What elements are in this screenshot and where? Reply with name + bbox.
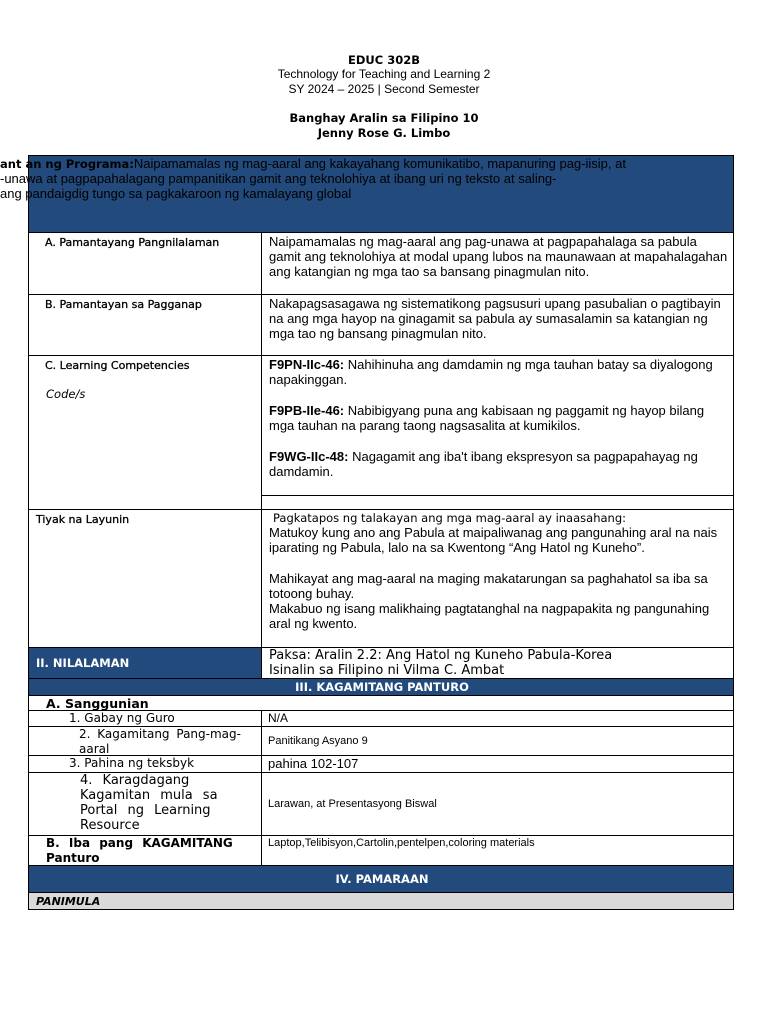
- row-a-label-cell: [28, 232, 262, 295]
- sanggunian-cell: [28, 695, 734, 711]
- paksa-line-2: Isinalin sa Filipino ni Vilma C. Ambat: [269, 663, 505, 678]
- karagdagang-label: 4. Karagdagang Kagamitan mula sa Portal ng Learning Resource: [80, 773, 218, 833]
- karagdagang-value-cell: [261, 772, 734, 836]
- kagamitan-heading-cell: [28, 678, 734, 696]
- pahina-label: 3. Pahina ng teksbyk: [69, 756, 195, 770]
- program-standard-label: ant an ng Programa:: [0, 157, 134, 171]
- gabay-label: 1. Gabay ng Guro: [69, 711, 175, 725]
- sanggunian-label: A. Sanggunian: [46, 696, 149, 711]
- program-standard-text1: Naipamamalas ng mag-aaral ang kakayahang komunikatibo, mapanuring pag-iisip, at: [133, 156, 626, 171]
- iba-pang-label: B. Iba pang KAGAMITANG Panturo: [46, 836, 233, 865]
- row-a-content-cell: [261, 232, 734, 295]
- kagamitang-mag-aaral-label: 2. Kagamitang Pang-mag-aaral: [79, 727, 241, 756]
- tiyak-label-cell: [28, 509, 262, 648]
- competency-3-text: Nagagamit ang iba't ibang ekspresyon sa pagpapahayag ng damdamin.: [269, 449, 698, 479]
- competency-1-code: F9PN-IIc-46:: [269, 357, 345, 372]
- pamaraan-heading: IV. PAMARAAN: [335, 872, 429, 886]
- gabay-value-cell: [261, 710, 734, 727]
- karagdagang-label-cell: [28, 772, 262, 836]
- gabay-value: N/A: [268, 711, 289, 725]
- competency-3: [269, 449, 729, 479]
- semester-line: SY 2024 – 2025 | Second Semester: [288, 82, 480, 96]
- row-b-label: B. Pamantayan sa Pagganap: [45, 298, 202, 311]
- nilalaman-label-cell: [28, 647, 262, 679]
- tiyak-intro: Pagkatapos ng talakayan ang mga mag-aaral ay inaasahang:: [273, 511, 626, 525]
- subject-title: Technology for Teaching and Learning 2: [277, 67, 491, 81]
- kagamitang-mag-aaral-label-cell: [28, 726, 262, 756]
- row-a-text: Naipamamalas ng mag-aaral ang pag-unawa at pagpapahalaga sa pabula gamit ang teknolohiya at modal upang lubos na maunawaan at mapahalagahan ang katangian ng mga tao sa bansang pinagmulan nito.: [269, 234, 728, 279]
- pahina-label-cell: [28, 755, 262, 773]
- pahina-value: pahina 102-107: [268, 756, 359, 771]
- iba-pang-value: Laptop,Telibisyon,Cartolin,pentelpen,coloring materials: [268, 837, 535, 849]
- program-standard-line3: ang pandaigdig tungo sa pagkakaroon ng kamalayang global: [0, 186, 352, 201]
- pahina-value-cell: [261, 755, 734, 773]
- nilalaman-label: II. NILALAMAN: [36, 656, 130, 670]
- tiyak-objective-1: Matukoy kung ano ang Pabula at maipaliwanag ang pangunahing aral na nais iparating ng Pabula, lalo na sa Kwentong “Ang Hatol ng Kuneho”.: [269, 525, 718, 555]
- tiyak-objective-2: Mahikayat ang mag-aaral na maging makatarungan sa paghahatol sa iba sa totoong buhay.: [269, 571, 708, 601]
- tiyak-objective-3: Makabuo ng isang malikhaing pagtatanghal na nagpapakita ng pangunahing aral ng kwento.: [269, 601, 710, 631]
- pamaraan-heading-cell: [28, 865, 734, 893]
- row-c-code-label: Code/s: [46, 387, 86, 401]
- row-c-label-cell: [28, 355, 262, 510]
- competency-2-code: F9PB-IIe-46:: [269, 403, 345, 418]
- competency-2: [269, 403, 729, 433]
- row-a-label: A. Pamantayang Pangnilalaman: [45, 236, 220, 249]
- gabay-label-cell: [28, 710, 262, 727]
- course-code: EDUC 302B: [348, 53, 420, 67]
- program-standard-line1: [0, 156, 626, 172]
- competency-2-text: Nabibigyang puna ang kabisaan ng paggamit ng hayop bilang mga tauhan na parang taong nagsasalita at kumikilos.: [269, 403, 705, 433]
- row-b-label-cell: [28, 294, 262, 356]
- row-b-content-cell: [261, 294, 734, 356]
- panimula-label: PANIMULA: [36, 895, 101, 908]
- row-b-text: Nakapagsasagawa ng sistematikong pagsusuri upang pasubalian o pagtibayin na ang mga hayop na ginagamit sa pabula ay sumasalamin sa katangian ng mga tao ng bansang pinagmulan nito.: [269, 296, 721, 341]
- row-c-empty-cell: [261, 495, 734, 510]
- karagdagang-value: Larawan, at Presentasyong Biswal: [268, 798, 437, 810]
- kagamitang-mag-aaral-value: Panitikang Asyano 9: [268, 735, 368, 747]
- panimula-cell: [28, 892, 734, 910]
- kagamitan-heading: III. KAGAMITANG PANTURO: [295, 680, 469, 694]
- plan-title: Banghay Aralin sa Filipino 10: [289, 111, 479, 125]
- author-name: Jenny Rose G. Limbo: [317, 126, 451, 140]
- row-c-label: C. Learning Competencies: [45, 359, 190, 372]
- program-standard-line2: -unawa at pagpapahalagang pampanitikan gamit ang teknolohiya at ibang uri ng teksto at saling-: [0, 171, 557, 186]
- iba-pang-label-cell: [28, 835, 262, 866]
- paksa-line-1: Paksa: Aralin 2.2: Ang Hatol ng Kuneho Pabula-Korea: [269, 648, 613, 663]
- competency-1: [269, 357, 729, 387]
- kagamitang-mag-aaral-value-cell: [261, 726, 734, 756]
- tiyak-label: Tiyak na Layunin: [36, 513, 130, 526]
- iba-pang-value-cell: [261, 835, 734, 866]
- tiyak-content-cell: [261, 509, 734, 648]
- competency-1-text: Nahihinuha ang damdamin ng mga tauhan batay sa diyalogong napakinggan.: [269, 357, 713, 387]
- row-c-content-cell: [261, 355, 734, 496]
- competency-3-code: F9WG-IIc-48:: [269, 449, 349, 464]
- nilalaman-content-cell: [261, 647, 734, 679]
